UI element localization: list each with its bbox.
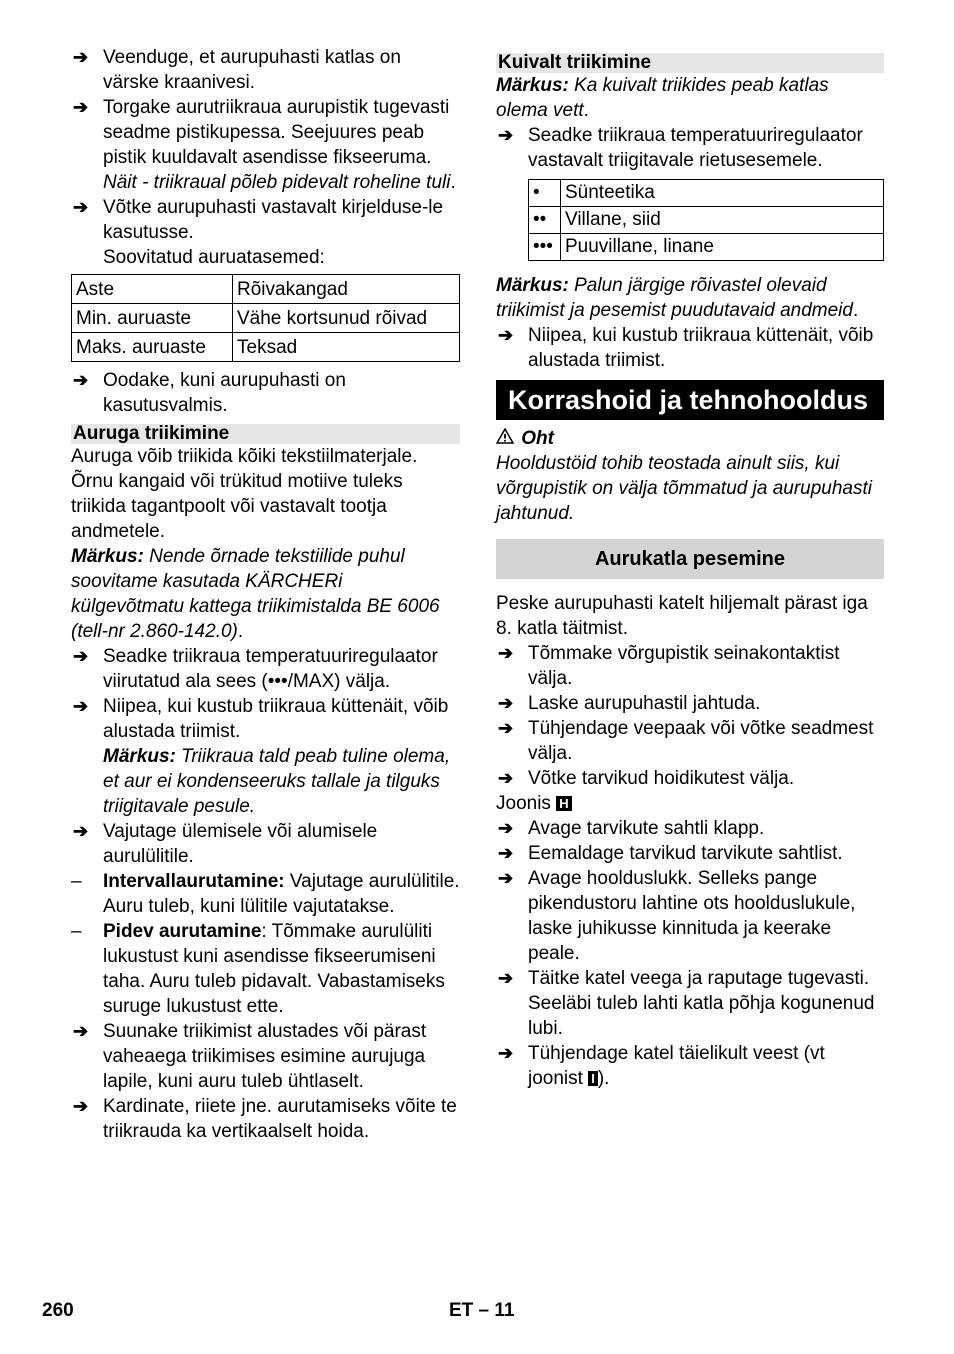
list-item: ➔ Tühjendage veepaak või võtke seadmest välja. [498, 718, 874, 764]
table-row: •• Villane, siid [529, 207, 884, 234]
list-item: ➔ Avage tarvikute sahtli klapp. [498, 818, 765, 839]
list-item: ➔ Veenduge, et aurupuhasti katlas on värske kraanivesi. [73, 47, 401, 93]
arrow-icon: ➔ [498, 768, 514, 788]
arrow-icon: ➔ [498, 718, 514, 738]
arrow-icon: ➔ [73, 1096, 89, 1116]
figure-label-icon: I [588, 1071, 598, 1086]
page-number: 260 [42, 1300, 74, 1321]
subsection-heading: Auruga triikimine [71, 424, 460, 444]
table-row: Aste Rõivakangad [72, 275, 460, 304]
subsection-heading: Kuivalt triikimine [496, 53, 884, 73]
list-item: ➔ Avage hoolduslukk. Selleks pange pikendustoru lahtine ots hoolduslukule, laske juhikusse kinnituda ja keerake peale. [498, 868, 856, 964]
table-row: ••• Puuvillane, linane [529, 234, 884, 261]
arrow-icon: ➔ [498, 818, 514, 838]
list-item: ➔ Oodake, kuni aurupuhasti on kasutusvalmis. [73, 370, 346, 416]
arrow-icon: ➔ [498, 843, 514, 863]
list-item: ➔ Niipea, kui kustub triikraua küttenäit, võib alustada triimist. [73, 696, 449, 742]
temperature-table-wrap [496, 179, 884, 261]
arrow-icon: ➔ [498, 693, 514, 713]
warning-icon [496, 426, 516, 451]
list-item: ➔ Suunake triikimist alustades või pärast vaheaega triikimises esimine aurujuga lapile, kuni auru tuleb ühtlaselt. [73, 1021, 427, 1092]
left-column [71, 45, 460, 1144]
list-item: ➔ Võtke tarvikud hoidikutest välja. [498, 768, 795, 789]
list-item: ➔ Niipea, kui kustub triikraua küttenäit, võib alustada triimist. [498, 325, 874, 371]
arrow-icon: ➔ [73, 821, 89, 841]
list-item: ➔ Torgake aurutriikraua aurupistik tugevasti seadme pistikupessa. Seejuures peab pistik kuuldavalt asendisse fikseeruma. [73, 97, 450, 168]
arrow-icon: ➔ [498, 643, 514, 663]
arrow-icon: ➔ [73, 97, 89, 117]
list-item: ➔ Laske aurupuhastil jahtuda. [498, 693, 761, 714]
list-item: ➔ Vajutage ülemisele või alumisele aurulülitile. [73, 821, 378, 867]
note-text: Märkus: Nende õrnade tekstiilide puhul soovitame kasutada KÄRCHERi külgevõtmatu kattega triikimistalda BE 6006 (tell-nr 2.860-142.0). [71, 546, 440, 642]
list-item: ➔ Seadke triikraua temperatuuriregulaator vastavalt triigitavale rietusesemele. [498, 125, 863, 171]
steam-level-table [71, 274, 460, 362]
note-text: Märkus: Triikraua tald peab tuline olema, et aur ei kondenseeruks tallale ja tilguks triigitavale pesule. [103, 746, 451, 817]
figure-label-icon: H [556, 796, 571, 811]
list-item: ➔ Tõmmake võrgupistik seinakontaktist välja. [498, 643, 840, 689]
dash-item: – Pidev aurutamine: Tõmmake aurulüliti lukustust kuni asendisse fikseerumiseni taha. Auru tuleb pidavalt. Vabastamiseks suruge lukustust ette. [71, 921, 445, 1017]
paragraph: Peske aurupuhasti katelt hiljemalt pärast iga 8. katla täitmist. [496, 593, 868, 639]
list-item: ➔ Seadke triikraua temperatuuriregulaator viirutatud ala sees (•••/MAX) välja. [73, 646, 438, 692]
arrow-icon: ➔ [73, 646, 89, 666]
arrow-icon: ➔ [73, 696, 89, 716]
table-row: Maks. auruaste Teksad [72, 333, 460, 362]
arrow-icon: ➔ [498, 325, 514, 345]
arrow-icon: ➔ [498, 868, 514, 888]
table-row: • Sünteetika [529, 180, 884, 207]
arrow-icon: ➔ [73, 47, 89, 67]
arrow-icon: ➔ [498, 125, 514, 145]
section-page-label: ET – 11 [449, 1300, 515, 1321]
dash-icon: – [71, 871, 82, 892]
paragraph: Auruga võib triikida kõiki tekstiilmaterjale. Õrnu kangaid või trükitud motiive tuleks triikida tagantpoolt või vastavalt tootja andmetele. [71, 446, 418, 542]
list-item: ➔ Kardinate, riiete jne. aurutamiseks võite te triikrauda ka vertikaalselt hoida. [73, 1096, 457, 1142]
section-title: Korrashoid ja tehnohooldus [496, 380, 884, 420]
warning-text: Hooldustöid tohib teostada ainult siis, kui võrgupistik on välja tõmmatud ja aurupuhasti jahtunud. [496, 453, 872, 524]
dash-item: – Intervallaurutamine: Vajutage aurulülitile. Auru tuleb, kuni lülitile vajutatakse. [71, 871, 460, 917]
list-item: ➔ Tühjendage katel täielikult veest (vt joonist I ). [498, 1043, 825, 1089]
figure-reference: Joonis H [496, 791, 884, 816]
note-text: Näit - triikraual põleb pidevalt roheline tuli. [103, 172, 456, 193]
temperature-table [528, 179, 884, 261]
list-item: ➔ Eemaldage tarvikud tarvikute sahtlist. [498, 843, 843, 864]
table-row: Min. auruaste Vähe kortsunud rõivad [72, 304, 460, 333]
right-column [496, 45, 884, 1091]
note-text: Märkus: Palun järgige rõivastel olevaid triikimist ja pesemist puudutavaid andmeid. [496, 275, 859, 321]
warning-heading: Oht [496, 426, 884, 451]
arrow-icon: ➔ [73, 1021, 89, 1041]
list-item: ➔ Täitke katel veega ja raputage tugevasti. Seeläbi tuleb lahti katla põhja kogunenud lubi. [498, 968, 875, 1039]
list-item: ➔ Võtke aurupuhasti vastavalt kirjelduse-le kasutusse. [73, 197, 444, 243]
note-text: Märkus: Ka kuivalt triikides peab katlas olema vett. [496, 75, 829, 121]
arrow-icon: ➔ [73, 370, 89, 390]
dash-icon: – [71, 921, 82, 942]
subsection-title: Aurukatla pesemine [496, 539, 884, 579]
arrow-icon: ➔ [498, 968, 514, 988]
arrow-icon: ➔ [498, 1043, 514, 1063]
arrow-icon: ➔ [73, 197, 89, 217]
list-extra-text: Soovitatud auruatasemed: [103, 247, 325, 268]
